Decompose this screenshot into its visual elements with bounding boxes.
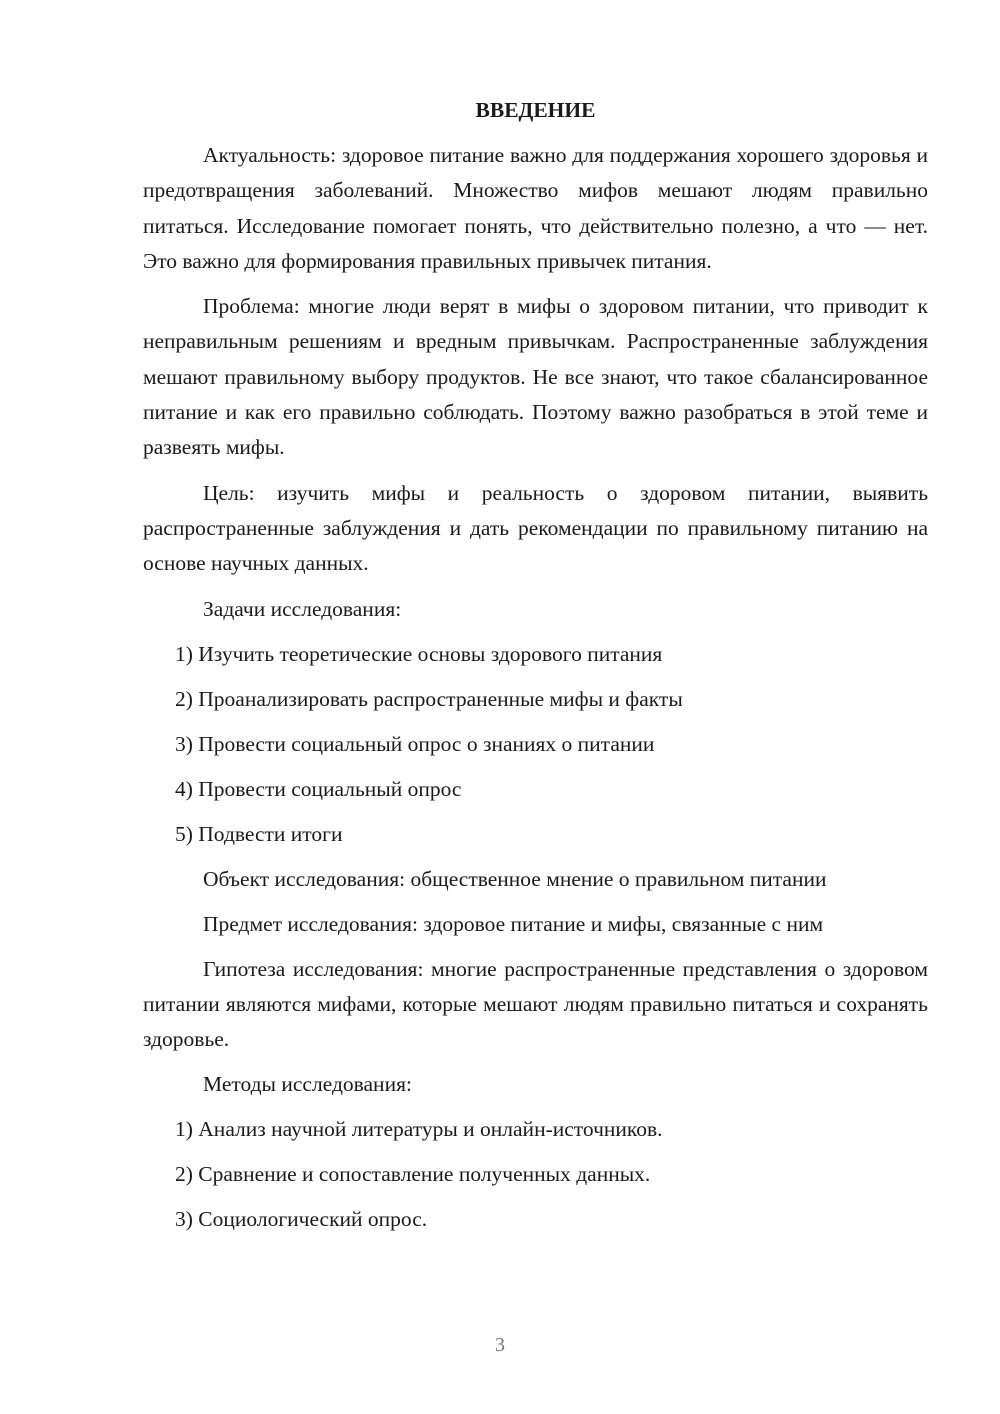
- task-item: 4) Провести социальный опрос: [175, 776, 462, 801]
- relevance-paragraph: Актуальность: здоровое питание важно для поддержания хорошего здоровья и предотвращения заболеваний. Множество мифов мешают людям правильно питаться. Исследование помогает понять, что действительно полезно, а что — нет. Это важно для формирования правильных привычек питания.: [143, 143, 928, 273]
- goal-paragraph: Цель: изучить мифы и реальность о здоровом питании, выявить распространенные заблуждения и дать рекомендации по правильному питанию на основе научных данных.: [143, 480, 928, 576]
- method-item: 1) Анализ научной литературы и онлайн-источников.: [175, 1117, 663, 1142]
- document-page: [143, 92, 928, 1247]
- section-heading: ВВЕДЕНИЕ: [475, 98, 596, 122]
- research-subject: Предмет исследования: здоровое питание и мифы, связанные с ним: [203, 911, 824, 936]
- method-item: 2) Сравнение и сопоставление полученных данных.: [175, 1162, 651, 1187]
- tasks-title: Задачи исследования:: [203, 596, 402, 621]
- task-item: 1) Изучить теоретические основы здорового питания: [175, 641, 663, 666]
- task-item: 2) Проанализировать распространенные мифы и факты: [175, 686, 683, 711]
- page-number: 3: [495, 1334, 505, 1356]
- research-object: Объект исследования: общественное мнение о правильном питании: [203, 866, 827, 891]
- task-item: 3) Провести социальный опрос о знаниях о питании: [175, 731, 655, 756]
- problem-paragraph: Проблема: многие люди верят в мифы о здоровом питании, что приводит к неправильным решениям и вредным привычкам. Распространенные заблуждения мешают правильному выбору продуктов. Не все знают, что такое сбалансированное питание и как его правильно соблюдать. Поэтому важно разобраться в этой теме и развеять мифы.: [143, 294, 928, 460]
- task-item: 5) Подвести итоги: [175, 821, 343, 846]
- hypothesis-paragraph: Гипотеза исследования: многие распространенные представления о здоровом питании являются мифами, которые мешают людям правильно питаться и сохранять здоровье.: [143, 956, 928, 1052]
- method-item: 3) Социологический опрос.: [175, 1207, 428, 1232]
- methods-title: Методы исследования:: [203, 1072, 412, 1097]
